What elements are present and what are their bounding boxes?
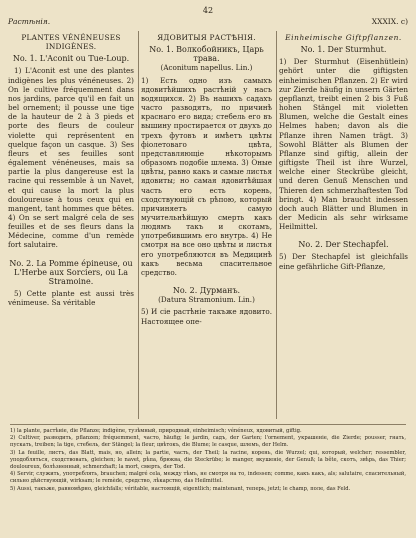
russian-paragraph-1: 1) Есть одно изъ самыхъ ядовитѣйшихъ растѣній у насъ водящихся. 2) Въ нашихъ садахъ часто разводятъ, по причинѣ краснаго его вида; стебель его въ вышину простирается от двухъ до трехъ футовъ и имѣетъ цвѣты фіолетоваго цвѣта, представляющіе нѣкоторымъ образомъ подобіе шлема. 3) Оные цвѣты, равно какъ и самые листья ядовиты; но самая ядовитѣйшая часть его есть корень, сходствующій съ рѣпою, который причиняетъ самую мучительнѣйшую смерть какъ людямъ такъ и скотамъ, употребившимъ его внутрь. 4) Не смотря на все оно цвѣты и листья его употребляются въ Медицинѣ какъ весьма спасительное средство. (141, 75, 272, 277)
russian-paragraph-2: 5) И сіе растѣніе такъже ядовито. Настоящее опе- (141, 307, 272, 326)
russian-heading-2-latin: (Datura Stramonium. Lin.) (158, 295, 255, 305)
french-heading-2: No. 2. La Pomme épineuse, ou L'Herbe aux Sorciers, ou La Stramoine. (9, 258, 133, 286)
footnotes (10, 424, 406, 536)
french-paragraph-1: 1) L'Aconit est une des plantes indigènes les plus vénéneuses. 2) On le cultive fréquemment dans nos jardins, parce qu'il en fait un bel ornement; il pousse une tige de la hauteur de 2 à 3 pieds et porte des fleurs de couleur violette qui représentent en quelque façon un casque. 3) Ses fleurs et ses feuilles sont également vénéneuses, mais sa partie la plus dangereuse est la racine qui ressemble à un Navet, et qui cause la mort la plus douloureuse à tous ceux qui en mangent, tant hommes que bêtes. 4) On se sert malgré cela de ses feuilles et de ses fleurs dans la Médecine, comme d'un remède fort salutaire. (8, 66, 134, 250)
french-title: PLANTES VÉNÉNEUSES INDIGÈNES. (21, 33, 121, 52)
german-heading-1: No. 1. Der Sturmhut. (300, 45, 387, 55)
french-column (8, 31, 134, 419)
german-title: Einheimische Giftpflanzen. (285, 33, 402, 42)
footnote: 5) Aussi, такъже, равномѣрно, gleichfalls; véritable, настоящій, eigentlich; maintenant, теперь, jetzt; le champ, поле, das Feld. (10, 485, 351, 492)
column-separator (138, 31, 139, 419)
german-heading-2: No. 2. Der Stechapfel. (298, 240, 389, 250)
footnote: 2) Cultiver, разводить, pflanzen; fréquemment, часто, häufig; le jardin, садъ, der Garten; l'ornement, украшеніе, die Zierde; pousser, гнать, пускать, treiben; la tige, стебель, der Stängel; la fleur, цвѣтокъ, die Blume; le casque, шлемъ, der Helm. (10, 435, 406, 449)
french-heading-1: No. 1. L'Aconit ou Tue-Loup. (12, 54, 130, 64)
footnote: 3) La feuille, листъ, das Blatt, mais, но, allein; la partie, часть, der Theil; la racine, корень, die Wurzel; qui, который, welcher; ressembler, уподобляться, сходствовать, gleichen; le navet, рѣпа, брюква, die Steckrübe; le manger, вкушеніе, der Genuß; la bête, скотъ, звѣрь, das Thier; douloureux, болѣзненный, schmerzhaft; la mort, смерть, der Tod. (10, 449, 406, 471)
russian-heading-1: No. 1. Волкобойникъ, Царь трава. (149, 45, 264, 64)
footnote: 1) la plante, растѣніе, die Pflanze; indigène, тузѣмный, природный, einheimisch; vénéneux, ядовитый, giftig. (10, 428, 302, 434)
german-column (279, 31, 408, 419)
header-right: XXXIX. c) (371, 17, 408, 26)
footnote: 4) Servir, служить, употреблять, brauchen; malgré cela, между тѣмъ, не смотря на то, indessen; comme, какъ какъ, als; salutaire, спасительный, сильно дѣйствующій, wirksam; le remède, средство, лѣкарство, das Heilmittel. (10, 471, 406, 485)
page-number: 42 (202, 6, 214, 15)
running-header (8, 17, 408, 29)
german-paragraph-2: 5) Der Stechapfel ist gleichfalls eine gefährliche Gift-Pflanze, (279, 252, 408, 271)
text-columns (8, 31, 408, 419)
russian-title: ЯДОВИТЫЯ РАСТѢНІЯ. (157, 33, 256, 42)
russian-heading-1-latin: (Aconitum napellus. Lin.) (160, 63, 253, 73)
column-separator (276, 31, 277, 419)
french-paragraph-2: 5) Cette plante est aussi très vénimeuse. Sa véritable (8, 289, 134, 308)
russian-column (141, 31, 272, 419)
header-left: Растѣнія. (8, 17, 51, 26)
german-paragraph-1: 1) Der Sturmhut (Eisenhütlein) gehört unter die giftigsten einheimischen Pflanzen. 2) Er wird zur Zierde häufig in unsern Gärten gepflanzt, treibt einen 2 bis 3 Fuß hohen Stängel mit violetten Blumen, welche die Gestalt eines Helmes haben; davon als die Pflanze ihren Namen trägt. 3) Sowohl Blätter als Blumen der Pflanze sind giftig, allein der giftigste Theil ist ihre Wurzel, welche einer Steckrübe gleicht, und deren Genuß Menschen und Thieren den schmerzhaftesten Tod bringt. 4) Man braucht indessen doch auch Blätter und Blumen in der Medicin als sehr wirksame Heilmittel. (279, 57, 408, 232)
russian-heading-2: No. 2. Дурманъ. (172, 286, 241, 296)
